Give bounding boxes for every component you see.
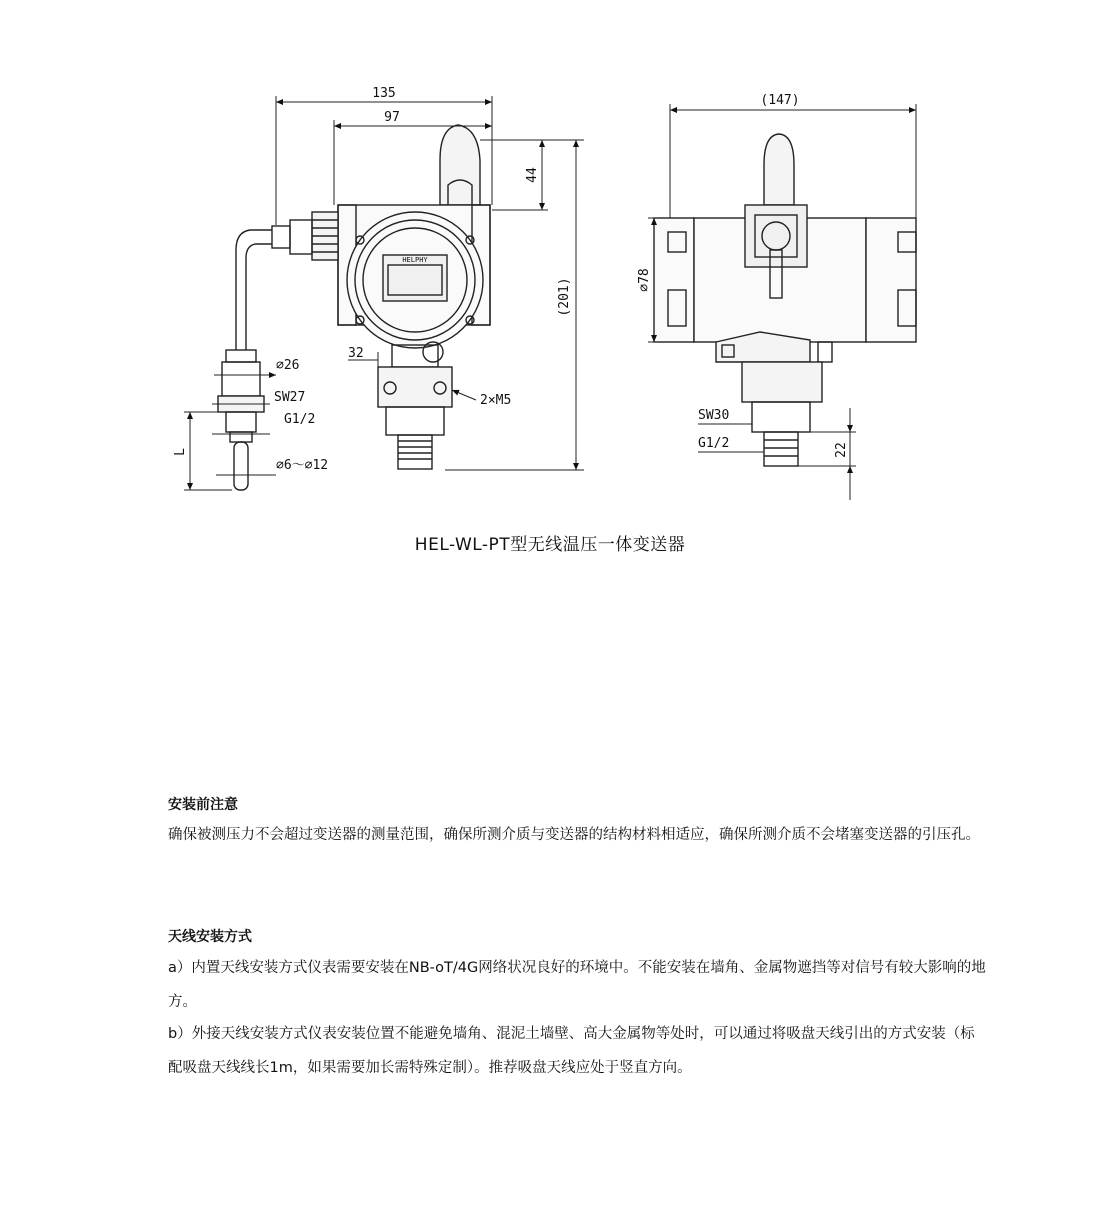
housing-front: [338, 205, 490, 348]
temperature-probe: [218, 212, 338, 490]
dim-dia-probe: ⌀26: [276, 358, 300, 373]
dim-length: L: [173, 448, 188, 456]
dim-thread-temp: G1/2: [284, 412, 316, 427]
housing-logo: HELPHY: [402, 256, 428, 264]
antenna-paragraph-a: a）内置天线安装方式仪表需要安装在NB-oT/4G网络状况良好的环境中。不能安装在墙角、金属物遮挡等对信号有较大影响的地方。: [168, 960, 986, 1010]
dim-thread-press: G1/2: [698, 436, 730, 451]
antenna-front: [440, 125, 480, 205]
side-fitting: [716, 332, 832, 466]
figure-caption: HEL-WL-PT型无线温压一体变送器: [414, 535, 686, 555]
housing-side: [654, 205, 916, 342]
dim-sw-temp: SW27: [274, 390, 306, 405]
antenna-side: [764, 134, 794, 205]
dim-antenna-height: 44: [525, 167, 540, 183]
technical-drawing: [0, 0, 1100, 520]
dim-thread-len: 22: [834, 442, 849, 458]
dim-total-height: (201): [557, 277, 572, 317]
section-title-precautions: 安装前注意: [168, 797, 238, 813]
precautions-paragraph: 确保被测压力不会超过变送器的测量范围，确保所测介质与变送器的结构材料相适应，确保所测介质不会堵塞变送器的引压孔。: [168, 827, 980, 843]
dim-side-width: (147): [760, 93, 800, 108]
dim-dia-body: ⌀78: [637, 268, 652, 292]
section-title-antenna-install: 天线安装方式: [168, 929, 252, 945]
dim-screw: 2×M5: [480, 393, 512, 408]
dim-fitting-width: 32: [348, 346, 364, 361]
dim-body-width: 97: [384, 110, 400, 125]
dim-sw-press: SW30: [698, 408, 730, 423]
side-view: [654, 134, 916, 466]
dim-total-width: 135: [372, 86, 396, 101]
pressure-fitting: [378, 342, 452, 469]
front-view: [218, 125, 490, 490]
antenna-paragraph-b: b）外接天线安装方式仪表安装位置不能避免墙角、混泥土墙壁、高大金属物等处时，可以通过将吸盘天线引出的方式安装（标配吸盘天线线长1m，如果需要加长需特殊定制）。推荐吸盘天线应处于竖直方向。: [168, 1026, 975, 1076]
dim-dia-range: ⌀6～⌀12: [276, 458, 329, 473]
